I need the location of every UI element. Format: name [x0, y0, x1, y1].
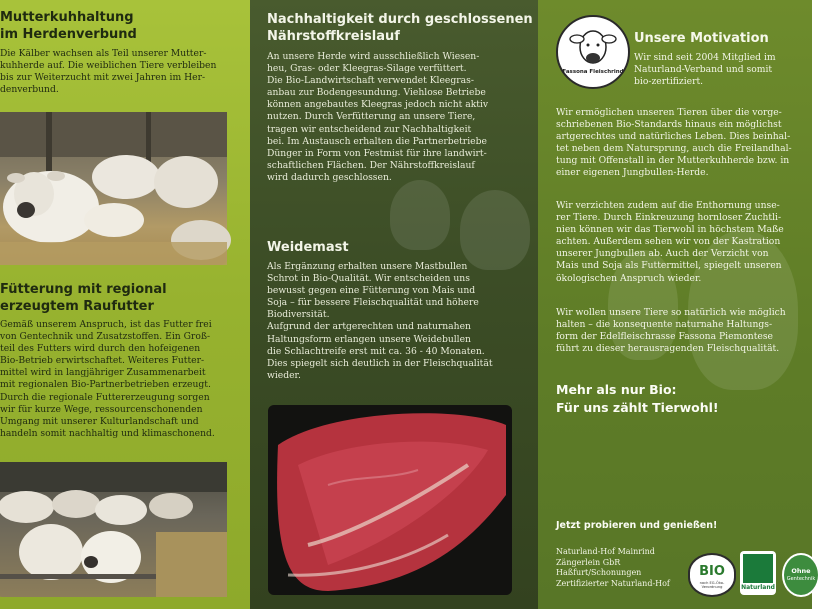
fassona-logo: [556, 15, 630, 89]
middle-panel: [250, 0, 538, 609]
logo-text: Fassona Fleischrind: [562, 69, 624, 75]
calves-photo: [0, 112, 227, 265]
text-artgerecht: Wir ermöglichen unseren Tieren über die vorge- schriebenen Bio-Standards hinaus ein möglichst artgerechtes und natürliches Leben. Dies beinhal- tet neben dem Natursprung, auch die Freilandhal- tung mit Offenstall in der Mutterkuhherde bzw. in einer eigenen Jungbullen-Herde.: [556, 107, 792, 179]
bio-seal-sub: nach EG-Öko-Verordnung: [699, 581, 725, 589]
ohne-gentechnik-line2: Gentechnik: [786, 576, 816, 582]
heading-motivation: Unsere Motivation: [634, 31, 769, 46]
naturland-label: Naturland: [741, 584, 775, 591]
background-cow-shape: [460, 190, 530, 270]
heading-nachhaltigkeit: Nachhaltigkeit durch geschlossenen Nährstoffkreislauf: [267, 12, 533, 44]
text-weidemast: Als Ergänzung erhalten unsere Mastbullen Schrot in Bio-Qualität. Wir entscheiden uns bewusst gegen eine Fütterung von Mais und Soja – für bessere Fleischqualität und höhere Biodiversität. Aufgrund der artgerechten und naturnahen Haltungsform erlangen unsere Weidebullen die Schlachtreife erst mit ca. 36 - 40 Monaten. Dies spiegelt sich deutlich in der Fleischqualität wieder.: [267, 261, 493, 381]
heading-mutterkuhhaltung: Mutterkuhhaltung im Herdenverbund: [0, 10, 137, 42]
calves-illustration: [0, 112, 227, 265]
text-mutterkuhhaltung: Die Kälber wachsen als Teil unserer Mutter- kuhherde auf. Die weiblichen Tiere verbleiben bis zur Weiterzucht mit zwei Jahren im Her- denverbund.: [0, 48, 217, 96]
text-nachhaltigkeit: An unsere Herde wird ausschließlich Wiesen- heu, Gras- oder Kleegras-Silage verfüttert. Die Bio-Landwirtschaft verwendet Kleegras- anbau zur Bodengesundung. Viehlose Betriebe können angebautes Kleegras jedoch nicht aktiv nutzen. Durch Verfütterung an unsere Tiere, tragen wir entscheidend zur Nachhaltigkeit bei. Im Austausch erhalten die Partnerbetriebe Dünger in Form von Festmist für ihre landwirt- schaftlichen Flächen. Der Nährstoffkreislauf wird dadurch geschlossen.: [267, 51, 489, 183]
ohne-gentechnik-badge: [782, 553, 820, 597]
herd-illustration: [0, 462, 227, 597]
cta-text: Jetzt probieren und genießen!: [556, 520, 718, 531]
farm-address: Naturland-Hof Mainrind Zängerlein GbR Haßfurt/Schonungen Zertifizierter Naturland-Hof: [556, 547, 670, 588]
bio-seal-badge: [688, 553, 736, 597]
slogan: Mehr als nur Bio: Für uns zählt Tierwohl!: [556, 382, 719, 415]
ohne-gentechnik-line1: Ohne: [791, 567, 811, 575]
bio-seal-label: BIO: [699, 564, 725, 579]
naturland-leaf-icon: [743, 554, 773, 583]
text-enthornung: Wir verzichten zudem auf die Enthornung unse- rer Tiere. Durch Einkreuzung hornloser Zuchtli- nien können wir das Tierwohl in höchstem Maße achten. Außerdem sehen wir von der Kastration unserer Jungbullen ab. Auch der Verzicht von Mais und Soja als Futtermittel, spiegelt unseren ökologischen Anspruch wieder.: [556, 200, 784, 284]
left-panel: [0, 0, 250, 609]
heading-weidemast: Weidemast: [267, 240, 349, 255]
meat-photo: [268, 405, 512, 595]
text-mitglied: Wir sind seit 2004 Mitglied im Naturland-Verband und somit bio-zertifiziert.: [634, 52, 776, 88]
heading-fuetterung: Fütterung mit regional erzeugtem Raufutter: [0, 282, 167, 314]
right-panel: [538, 0, 816, 609]
naturland-badge: [740, 551, 776, 595]
meat-illustration: [268, 405, 512, 595]
text-natuerlich: Wir wollen unsere Tiere so natürlich wie möglich halten – die konsequente naturnahe Haltungs- form der Edelfleischrasse Fassona Piemontese führt zu dieser herausragenden Fleischqualität.: [556, 307, 786, 355]
text-fuetterung: Gemäß unserem Anspruch, ist das Futter frei von Gentechnik und Zusatzstoffen. Ein Groß- teil des Futters wird durch den hofeigenen Bio-Betrieb erwirtschaftet. Weiteres Futter- mittel wird in langjähriger Zusammenarbeit mit regionalen Bio-Partnerbetrieben erzeugt. Durch die regionale Futtererzeugung sorgen wir für kurze Wege, ressourcenschonenden Umgang mit unserer Kulturlandschaft und handeln somit nachhaltig und klimaschonend.: [0, 319, 215, 439]
cow-head-icon: [558, 17, 628, 87]
herd-feeding-photo: [0, 462, 227, 597]
